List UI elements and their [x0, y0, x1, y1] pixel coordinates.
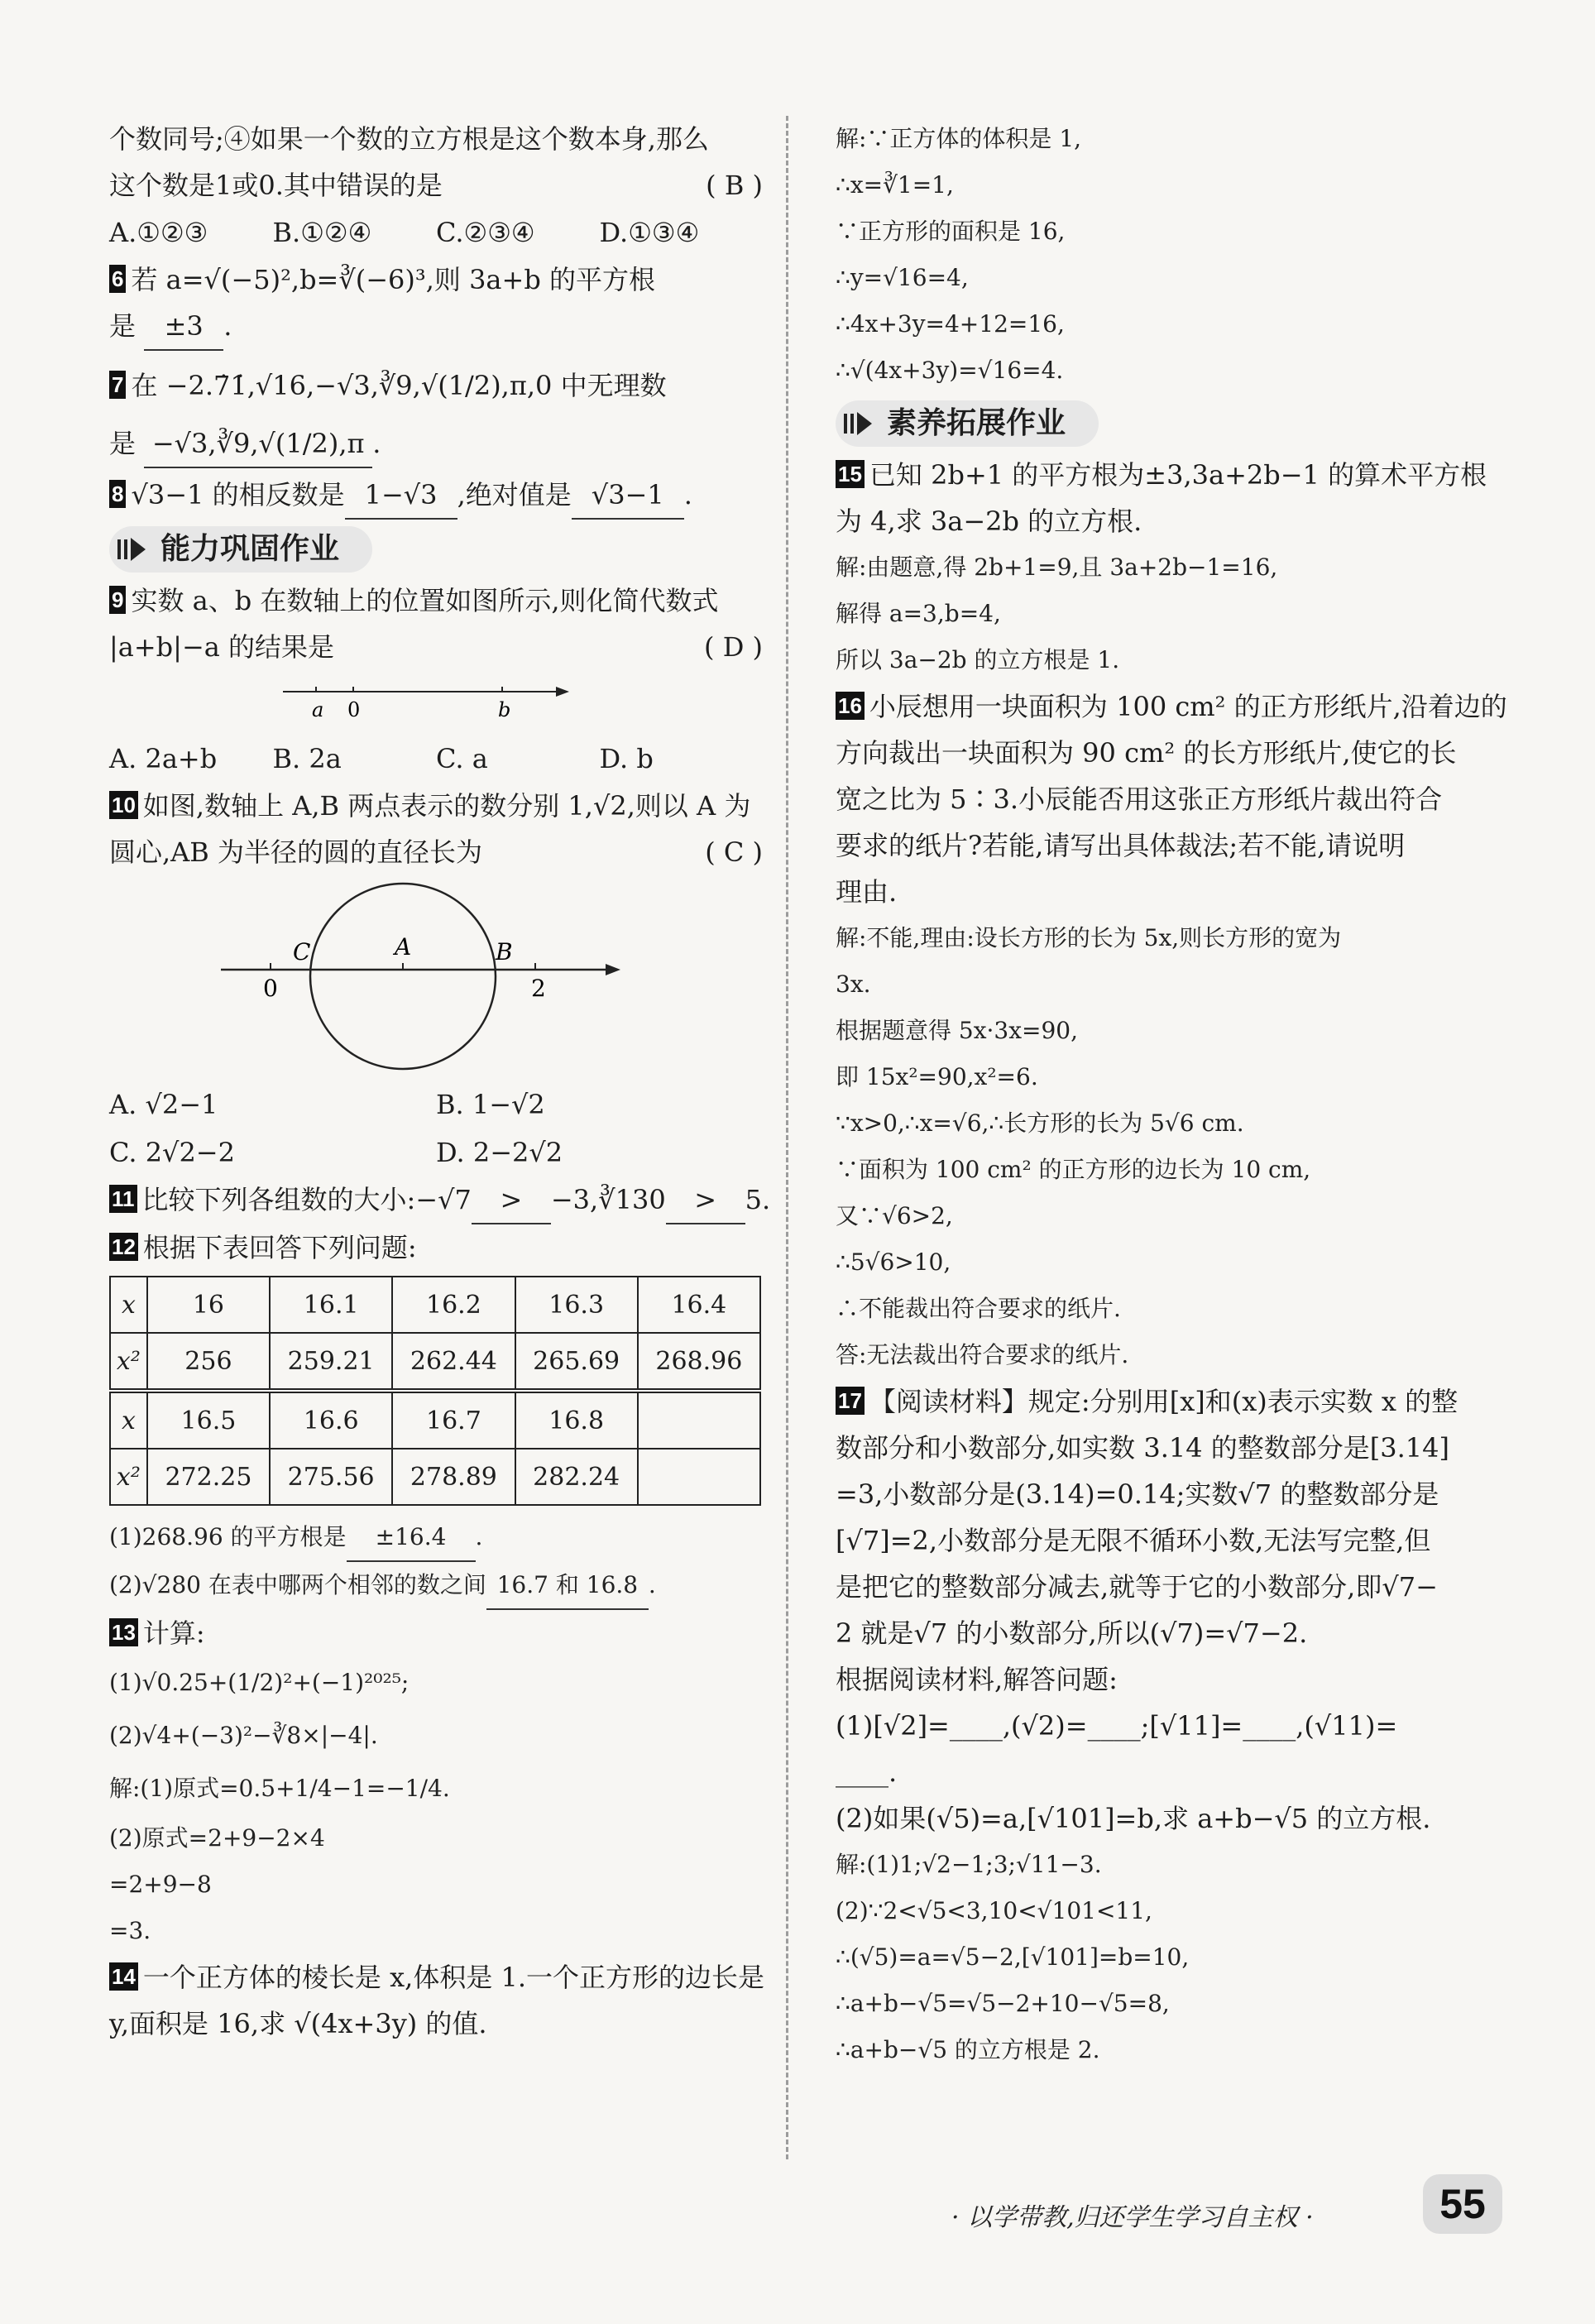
q13-part2: (2)√4+(−3)²−∛8×|−4|. — [109, 1722, 378, 1749]
q17-solution-line: (2)∵2<√5<3,10<√101<11, — [836, 1897, 1152, 1924]
q9-choices — [109, 735, 763, 783]
q6-answer-blank: ±3 — [144, 303, 223, 351]
section-ability-header — [109, 526, 372, 573]
table-row — [110, 1449, 760, 1505]
q10-text: 如图,数轴上 A,B 两点表示的数分别 1,√2,则以 A 为 — [142, 790, 751, 822]
q9-axis-arrow — [556, 687, 569, 697]
section-ability-title: 能力巩固作业 — [160, 532, 340, 566]
q16-line1 — [836, 683, 1507, 730]
q16-text: 小辰想用一块面积为 100 cm² 的正方形纸片,沿着边的 — [869, 691, 1507, 722]
q6-number: 6 — [109, 265, 126, 293]
q12-part2-blank: 16.7 和 16.8 — [486, 1562, 649, 1610]
q12-part1 — [109, 1514, 763, 1562]
q6-text: 若 a=√(−5)²,b=∛(−6)³,则 3a+b 的平方根 — [131, 264, 655, 295]
q15-solution-line: 解:由题意,得 2b+1=9,且 3a+2b−1=16, — [836, 553, 1278, 581]
table-row — [110, 1333, 760, 1391]
q13-solution1: 解:(1)原式=0.5+1/4−1=−1/4. — [109, 1775, 450, 1802]
q14-solution-line: ∴√(4x+3y)=√16=4. — [836, 357, 1064, 384]
q17-text: 【阅读材料】规定:分别用[x]和(x)表示实数 x 的整 — [869, 1386, 1458, 1417]
choice-d: D. b — [599, 743, 654, 774]
q11-blank-1: > — [472, 1176, 551, 1224]
q9-label-0: 0 — [347, 698, 361, 721]
q8-line — [109, 472, 763, 520]
q14-solution-line: ∴4x+3y=4+12=16, — [836, 310, 1065, 338]
table-cell: 16.8 — [515, 1391, 638, 1449]
q9-line1 — [109, 577, 763, 624]
q10-choices-row1 — [109, 1081, 763, 1128]
q9-number-line-figure — [109, 673, 763, 731]
q16-line: 方向裁出一块面积为 90 cm² 的长方形纸片,使它的长 — [836, 737, 1457, 769]
q16-line: 宽之比为 5∶3.小辰能否用这张正方形纸片裁出符合 — [836, 783, 1443, 815]
q10-label-c: C — [293, 938, 311, 966]
q14-solution-line: ∴x=∛1=1, — [836, 171, 954, 199]
q17-line: 根据阅读材料,解答问题: — [836, 1664, 1118, 1695]
table-cell: 275.56 — [270, 1449, 392, 1505]
table-cell: 272.25 — [147, 1449, 270, 1505]
table-cell — [638, 1449, 760, 1505]
q9-number: 9 — [109, 586, 126, 614]
q14-solution-line: 解:∵正方体的体积是 1, — [836, 125, 1082, 152]
table-row — [110, 1277, 760, 1333]
q11-text-a: 比较下列各组数的大小:−√7 — [141, 1184, 472, 1215]
table-cell: 16.2 — [392, 1277, 515, 1333]
section-arrow-icon — [116, 533, 149, 566]
q16-solution-line: ∴不能裁出符合要求的纸片. — [836, 1295, 1121, 1322]
q17-line: 数部分和小数部分,如实数 3.14 的整数部分是[3.14] — [836, 1432, 1449, 1464]
q16-solution-line: ∵面积为 100 cm² 的正方形的边长为 10 cm, — [836, 1156, 1311, 1183]
q15-line2: 为 4,求 3a−2b 的立方根. — [836, 506, 1142, 537]
q5-answer: ( B ) — [706, 170, 763, 201]
q11-blank-2: > — [666, 1176, 745, 1224]
q5-text: 这个数是1或0.其中错误的是 — [109, 170, 443, 201]
q9-text: 实数 a、b 在数轴上的位置如图所示,则化简代数式 — [131, 585, 719, 616]
q10-label-2: 2 — [531, 975, 546, 1002]
q16-solution-line: 答:无法裁出符合要求的纸片. — [836, 1341, 1129, 1368]
choice-b: B.①②④ — [272, 217, 372, 248]
q16-line: 要求的纸片?若能,请写出具体裁法;若不能,请说明 — [836, 830, 1406, 861]
q14-line2: y,面积是 16,求 √(4x+3y) 的值. — [109, 2008, 487, 2039]
q10-axis-arrow — [606, 964, 620, 975]
q5-choices — [109, 208, 763, 256]
choice-d: D. 2−2√2 — [436, 1137, 563, 1168]
q17-line: [√7]=2,小数部分是无限不循环小数,无法写完整,但 — [836, 1525, 1431, 1556]
section-extension-header — [836, 400, 1099, 447]
q17-line: 是把它的整数部分减去,就等于它的小数部分,即√7− — [836, 1571, 1438, 1603]
q17-solution-line: ∴(√5)=a=√5−2,[√101]=b=10, — [836, 1943, 1190, 1971]
q10-label-0: 0 — [263, 975, 278, 1002]
q15-solution-line: 解得 a=3,b=4, — [836, 600, 1001, 627]
q14-text: 一个正方体的棱长是 x,体积是 1.一个正方形的边长是 — [142, 1962, 765, 1993]
q14-solution-line: ∴y=√16=4, — [836, 264, 969, 291]
q8-text-b: ,绝对值是 — [457, 479, 572, 510]
table-cell: x² — [110, 1449, 147, 1505]
q16-solution-line: ∵x>0,∴x=√6,∴长方形的长为 5√6 cm. — [836, 1109, 1244, 1137]
square-table — [109, 1276, 761, 1506]
choice-d: D.①③④ — [599, 217, 700, 248]
table-cell: 16.5 — [147, 1391, 270, 1449]
table-cell: 16.6 — [270, 1391, 392, 1449]
table-cell: 262.44 — [392, 1333, 515, 1391]
q7-line1 — [109, 362, 763, 409]
q14-number: 14 — [109, 1962, 138, 1991]
q17-line1 — [836, 1378, 1497, 1425]
q8-text-c: . — [683, 479, 692, 510]
q11-line — [109, 1176, 771, 1224]
choice-c: C. a — [436, 743, 488, 774]
q10-line1 — [109, 783, 763, 829]
q16-solution-line: 解:不能,理由:设长方形的长为 5x,则长方形的宽为 — [836, 924, 1342, 951]
q10-label-a: A — [395, 933, 412, 961]
q12-part2-text: (2)√280 在表中哪两个相邻的数之间 — [109, 1571, 486, 1598]
q9-text2: |a+b|−a 的结果是 — [109, 631, 335, 663]
table-cell: 16.3 — [515, 1277, 638, 1333]
q10-line2 — [109, 829, 763, 875]
table-cell: 16.1 — [270, 1277, 392, 1333]
choice-c: C. 2√2−2 — [109, 1137, 235, 1168]
q7-suffix: . — [372, 428, 381, 459]
q16-solution-line: 根据题意得 5x·3x=90, — [836, 1017, 1079, 1044]
q16-solution-line: 又∵√6>2, — [836, 1202, 953, 1229]
table-cell: 16.7 — [392, 1391, 515, 1449]
table-cell: x² — [110, 1333, 147, 1391]
footer-slogan: · 以学带教,归还学生学习自主权 · — [951, 2203, 1314, 2232]
q8-blank-absolute: √3−1 — [572, 472, 684, 520]
q13-solution2b: =2+9−8 — [109, 1871, 212, 1898]
q17-line: ____. — [836, 1756, 898, 1788]
q13-solution2c: =3. — [109, 1917, 151, 1944]
q7-text: 在 −2.7̇1̇,√16,−√3,∛9,√(1/2),π,0 中无理数 — [131, 370, 667, 401]
q5-line1: 个数同号;④如果一个数的立方根是这个数本身,那么 — [109, 123, 709, 155]
table-cell: 16 — [147, 1277, 270, 1333]
q17-solution-line: ∴a+b−√5=√5−2+10−√5=8, — [836, 1990, 1170, 2017]
q11-text-b: −3,∛130 — [550, 1184, 666, 1215]
choice-b: B. 2a — [272, 743, 342, 774]
table-cell: x — [110, 1391, 147, 1449]
q13-solution2a: (2)原式=2+9−2×4 — [109, 1824, 325, 1852]
q11-number: 11 — [109, 1185, 137, 1213]
q8-text-a: √3−1 的相反数是 — [131, 479, 345, 510]
q15-solution-line: 所以 3a−2b 的立方根是 1. — [836, 646, 1120, 673]
table-cell: 268.96 — [638, 1333, 760, 1391]
right-column — [836, 116, 1507, 2073]
table-cell: 256 — [147, 1333, 270, 1391]
column-divider — [786, 116, 788, 2159]
q11-text-c: 5. — [745, 1184, 771, 1215]
q16-solution-line: 即 15x²=90,x²=6. — [836, 1063, 1038, 1090]
q16-line: 理由. — [836, 876, 898, 908]
table-cell: 282.24 — [515, 1449, 638, 1505]
q9-answer: ( D ) — [704, 631, 763, 663]
q6-suffix: . — [223, 310, 232, 342]
q6-line1 — [109, 256, 763, 303]
q12-line — [109, 1224, 763, 1271]
q7-number: 7 — [109, 371, 126, 399]
q16-number: 16 — [836, 692, 865, 720]
table-cell: 265.69 — [515, 1333, 638, 1391]
table-row — [110, 1391, 760, 1449]
q5-line2 — [109, 162, 763, 208]
q13-title-line — [109, 1610, 763, 1656]
q12-part2 — [109, 1562, 763, 1610]
q16-solution-line: ∴5√6>10, — [836, 1248, 951, 1276]
q12-part1-text: (1)268.96 的平方根是 — [109, 1523, 347, 1550]
choice-a: A. √2−1 — [109, 1089, 218, 1120]
choice-a: A.①②③ — [109, 217, 208, 248]
left-column — [109, 116, 771, 2047]
q14-line1 — [109, 1954, 763, 2001]
q12-number: 12 — [109, 1233, 138, 1261]
q9-label-b: b — [498, 698, 511, 721]
q13-part1: (1)√0.25+(1/2)²+(−1)²⁰²⁵; — [109, 1669, 410, 1696]
q10-number: 10 — [109, 791, 138, 819]
q10-answer: ( C ) — [705, 836, 763, 868]
q13-title: 计算: — [142, 1617, 205, 1649]
q6-line2 — [109, 303, 763, 351]
q10-label-b: B — [496, 938, 513, 966]
q10-circle — [310, 884, 496, 1069]
choice-a: A. 2a+b — [109, 743, 218, 774]
q10-circle-figure — [109, 879, 763, 1077]
q8-blank-opposite: 1−√3 — [345, 472, 457, 520]
table-cell: 259.21 — [270, 1333, 392, 1391]
section-extension-title: 素养拓展作业 — [887, 406, 1066, 440]
choice-c: C.②③④ — [436, 217, 535, 248]
table-cell: x — [110, 1277, 147, 1333]
table-cell: 278.89 — [392, 1449, 515, 1505]
q8-number: 8 — [109, 480, 126, 508]
q10-text2: 圆心,AB 为半径的圆的直径长为 — [109, 836, 482, 868]
q15-number: 15 — [836, 460, 865, 488]
q17-solution-line: 解:(1)1;√2−1;3;√11−3. — [836, 1851, 1102, 1878]
table-cell — [638, 1391, 760, 1449]
q12-part2-end: . — [648, 1571, 656, 1598]
q9-label-a: a — [312, 698, 324, 721]
page-number: 55 — [1423, 2174, 1502, 2234]
q12-part1-end: . — [475, 1523, 483, 1550]
q7-line2 — [109, 420, 763, 468]
q15-text: 已知 2b+1 的平方根为±3,3a+2b−1 的算术平方根 — [869, 459, 1487, 491]
q17-line: (2)如果(√5)=a,[√101]=b,求 a+b−√5 的立方根. — [836, 1803, 1431, 1834]
q15-line1 — [836, 452, 1497, 498]
q17-line: 2 就是√7 的小数部分,所以(√7)=√7−2. — [836, 1617, 1308, 1649]
q17-solution-line: ∴a+b−√5 的立方根是 2. — [836, 2036, 1100, 2063]
q13-number: 13 — [109, 1618, 138, 1646]
q12-part1-blank: ±16.4 — [347, 1514, 476, 1562]
q14-solution-line: ∵正方形的面积是 16, — [836, 218, 1066, 245]
q17-number: 17 — [836, 1387, 865, 1415]
choice-b: B. 1−√2 — [436, 1089, 545, 1120]
q12-text: 根据下表回答下列问题: — [142, 1232, 417, 1263]
table-cell: 16.4 — [638, 1277, 760, 1333]
q16-solution-line: 3x. — [836, 970, 871, 998]
q10-choices-row2 — [109, 1128, 763, 1176]
q6-prefix: 是 — [109, 310, 137, 342]
q7-answer-blank: −√3,∛9,√(1/2),π — [144, 420, 372, 468]
q7-prefix: 是 — [109, 428, 137, 459]
section-arrow-icon — [842, 407, 875, 440]
q17-line: (1)[√2]=____,(√2)=____;[√11]=____,(√11)= — [836, 1710, 1398, 1742]
q17-line: =3,小数部分是(3.14)=0.14;实数√7 的整数部分是 — [836, 1478, 1439, 1510]
q9-line2 — [109, 624, 763, 670]
